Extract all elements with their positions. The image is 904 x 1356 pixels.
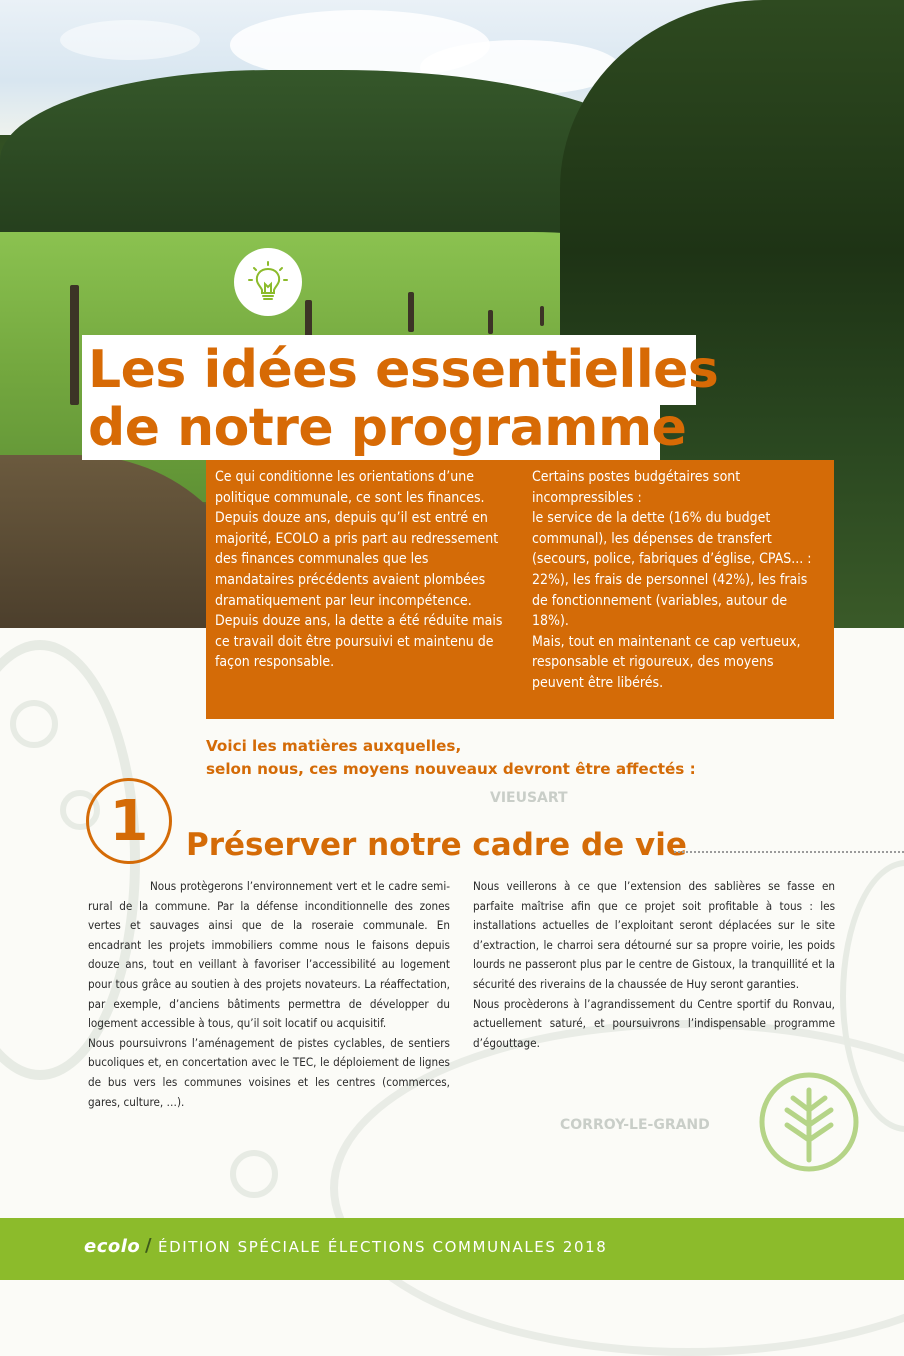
lightbulb-icon bbox=[234, 248, 302, 316]
dotted-rule bbox=[674, 851, 904, 853]
section-heading: Préserver notre cadre de vie bbox=[186, 827, 687, 863]
body-column-right bbox=[473, 877, 835, 1053]
footer-slash: / bbox=[145, 1235, 152, 1256]
body-paragraph: Nous protègerons l’environnement vert et le cadre semi-rural de la commune. Par la défense inconditionnelle des zones vertes et sauvages ainsi que de la roseraie communale. En encadrant les projets immobiliers comme nous le faisons depuis douze ans, tout en veillant à favoriser l’accessibilité au logement pour tous grâce au soutien à des projets novateurs. La réaffectation, par exemple, d’anciens bâtiments permettra de développer du logement accessible à tous, qu’il soit locatif ou acquisitif. bbox=[88, 879, 450, 1031]
budget-paragraph: Mais, tout en maintenant ce cap vertueux, responsable et rigoureux, des moyens peuvent être libérés. bbox=[532, 633, 801, 691]
page-title-line2: de notre programme bbox=[88, 398, 687, 458]
ecolo-logo: ecolo bbox=[84, 1236, 141, 1257]
tree-logo-icon bbox=[757, 1070, 861, 1174]
body-paragraph: Nous veillerons à ce que l’extension des sablières se fasse en parfaite maîtrise afin que ce projet soit profitable à tous : les installations actuelles de l’exploitant seront déplacées sur le site d’extraction, le charroi sera détourné sur sa propre voirie, les poids lourds ne passeront plus par le centre de Gistoux, la tranquillité et la sécurité des riverains de la chaussée de Huy seront garanties. bbox=[473, 879, 835, 991]
budget-paragraph: Depuis douze ans, depuis qu’il est entré en majorité, ECOLO a pris part au redressement des finances communales que les mandataires précédents avaient plombées dramatiquement par leur incompétence. bbox=[215, 510, 499, 609]
body-column-left bbox=[88, 877, 450, 1112]
body-paragraph: Nous procèderons à l’agrandissement du Centre sportif du Ronvau, actuellement saturé, et poursuivrons l’indispensable programme d’égouttage. bbox=[473, 996, 835, 1050]
budget-paragraph: Ce qui conditionne les orientations d’une politique communale, ce sont les finances. bbox=[215, 469, 485, 506]
body-paragraph: Nous poursuivrons l’aménagement de pistes cyclables, de sentiers bucoliques et, en concertation avec le TEC, le déploiement de lignes de bus vers les communes voisines et les centres (commerces, gares, culture, …). bbox=[88, 1035, 450, 1109]
map-label-vieusart: VIEUSART bbox=[490, 790, 568, 806]
fence-post bbox=[408, 292, 414, 332]
budget-column-right bbox=[532, 467, 826, 694]
intro-line: selon nous, ces moyens nouveaux devront être affectés : bbox=[206, 760, 696, 778]
map-label-corroy: CORROY-LE-GRAND bbox=[560, 1117, 710, 1133]
budget-column-left bbox=[215, 467, 511, 673]
cloud bbox=[60, 20, 200, 60]
intro-line: Voici les matières auxquelles, bbox=[206, 737, 462, 755]
fence-post bbox=[488, 310, 493, 334]
section-number: 1 bbox=[86, 778, 172, 864]
page-title-line1: Les idées essentielles bbox=[88, 340, 719, 400]
map-roundabout bbox=[230, 1150, 278, 1198]
budget-paragraph: Depuis douze ans, la dette a été réduite mais ce travail doit être poursuivi et maintenu de façon responsable. bbox=[215, 613, 503, 671]
fence-post bbox=[70, 285, 79, 405]
budget-paragraph: le service de la dette (16% du budget communal), les dépenses de transfert (secours, police, fabriques d’église, CPAS... : 22%), les frais de personnel (42%), les frais de fonctionnement (variables, autour de 18%). bbox=[532, 510, 812, 630]
footer-edition-text: ÉDITION SPÉCIALE ÉLECTIONS COMMUNALES 2018 bbox=[158, 1238, 608, 1256]
budget-paragraph: Certains postes budgétaires sont incompressibles : bbox=[532, 469, 741, 506]
map-roundabout bbox=[10, 700, 58, 748]
intro-text bbox=[206, 735, 696, 781]
budget-box bbox=[206, 460, 834, 719]
fence-post bbox=[540, 306, 544, 326]
